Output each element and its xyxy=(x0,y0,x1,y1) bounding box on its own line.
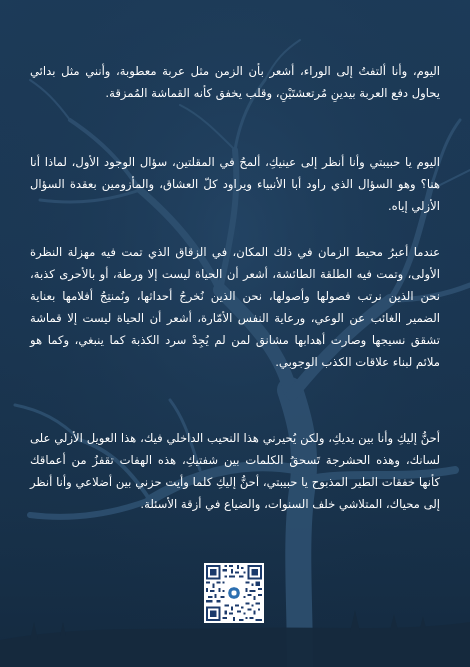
qr-code-icon xyxy=(204,563,264,623)
paragraph-3: عندما أعبرُ محيط الزمان في ذلك المكان، في الزقاق الذي تمت فيه مهزلة النظرة الأولى، وتمت فيه الطلقة الطائشة، أشعر أن الحياة ليست إلا ورطة، أو بالأحرى كذبة، نحن الذين نرتب فصولها وأصولها، نحن الذين نُخرجُ أحداثها، ونُمنتِجُ أفلامها بعناية الضمير الغائب عن الوعي، ورعاية النفس الأمّارة، أشعر أن الحياة ليست إلا قماشة تشقق نسيجها وصارت أهدابها مشانق لمن لم يُجِدْ سرد الكذبة كما ينبغي، وكما هو ملائم لبناء علاقات الكذب الوجوبي. xyxy=(30,245,440,369)
paragraph-1: اليوم، وأنا ألتفتُ إلى الوراء، أشعر بأن الزمن مثل عربة معطوبة، وأنني مثل بدائي يحاول دفع العربة بيدينِ مُرتعشتَيْنِ، وقلب يخفق كأنه القماشة المُمزقة. xyxy=(30,64,440,100)
paragraph-4: أحنُّ إليكِ وأنا بين يديكِ، ولكن يُحيرني هذا النحيب الداخلي فيك، هذا العويل الأزلي على لسانك، وهذه الحشرجة تَسحقُ الكلمات بين شفتيكِ، هذه الهفات تقفزُ من أعماقك كأنها خفقات الطير المذبوح يا حبيبتي، أحنُّ إليكِ كلما وأيت حزني بين أضلاعي وأنا أنظر إلى محياك، المتلاشي خلف السنوات، والضياع في أزقة الأسئلة. xyxy=(30,431,440,511)
qr-code[interactable] xyxy=(204,563,264,623)
paragraph-2: اليوم يا حبيبتي وأنا أنظر إلى عينيكِ، ألمحُ في المقلتين، سؤال الوجود الأول، لماذا أنا هنا؟ وهو السؤال الذي راود أبا الأنبياء ويراود كلّ العشاق، والمأزومين بعقدة السؤال الأزلي إياه. xyxy=(30,155,440,213)
